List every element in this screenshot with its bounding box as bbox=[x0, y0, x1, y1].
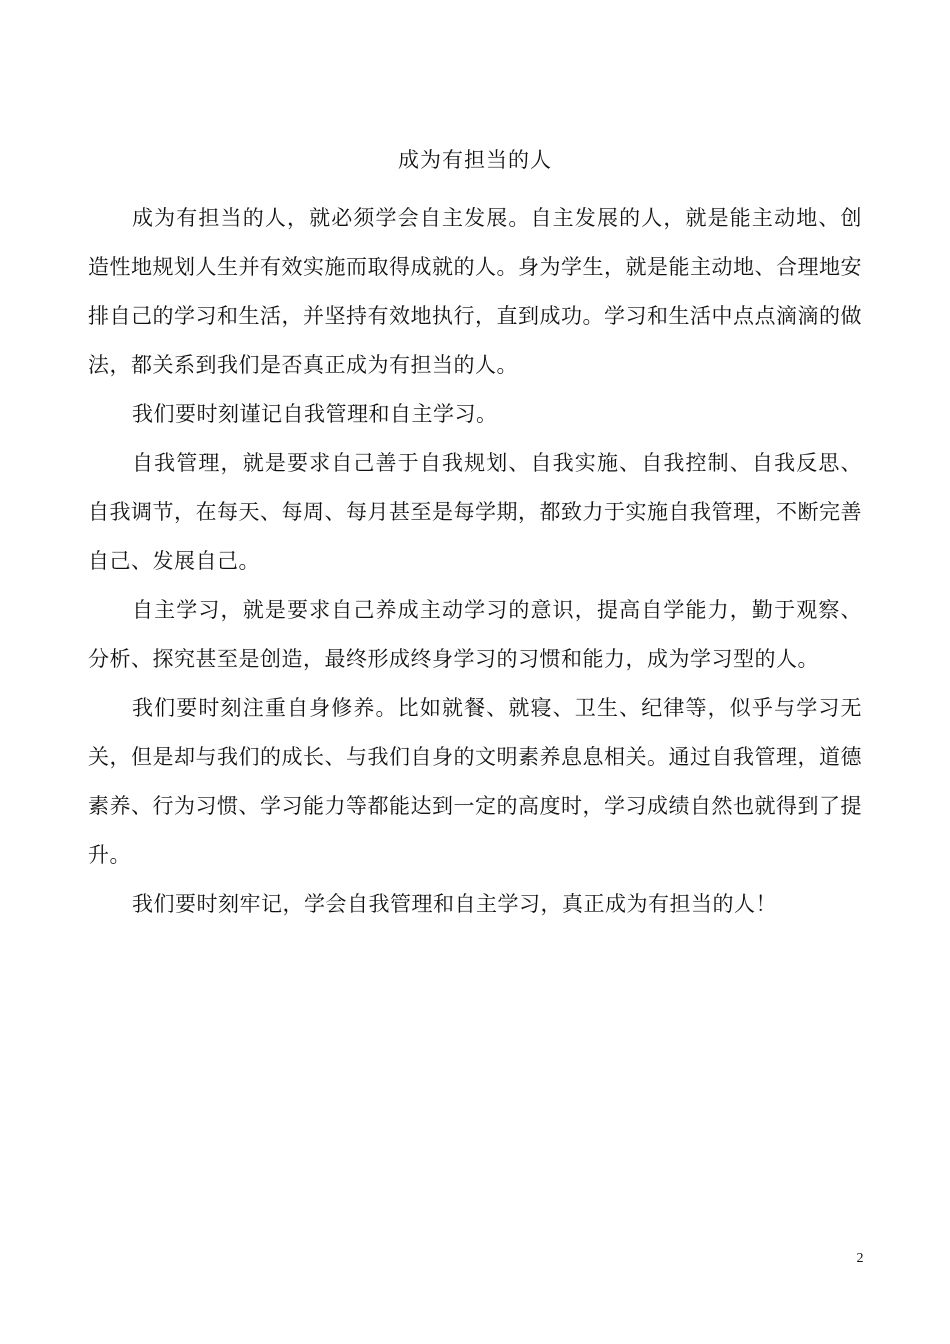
page-number: 2 bbox=[856, 1251, 864, 1266]
document-body bbox=[88, 194, 862, 929]
paragraph: 成为有担当的人，就必须学会自主发展。自主发展的人，就是能主动地、创造性地规划人生并有效实施而取得成就的人。身为学生，就是能主动地、合理地安排自己的学习和生活，并坚持有效地执行，直到成功。学习和生活中点点滴滴的做法，都关系到我们是否真正成为有担当的人。 bbox=[88, 206, 862, 377]
document-title: 成为有担当的人 bbox=[398, 148, 552, 172]
paragraph: 自我管理，就是要求自己善于自我规划、自我实施、自我控制、自我反思、自我调节，在每天、每周、每月甚至是每学期，都致力于实施自我管理，不断完善自己、发展自己。 bbox=[88, 451, 862, 573]
paragraph: 我们要时刻牢记，学会自我管理和自主学习，真正成为有担当的人！ bbox=[132, 892, 777, 916]
paragraph: 我们要时刻谨记自我管理和自主学习。 bbox=[132, 402, 498, 426]
paragraph: 自主学习，就是要求自己养成主动学习的意识，提高自学能力，勤于观察、分析、探究甚至是创造，最终形成终身学习的习惯和能力，成为学习型的人。 bbox=[88, 598, 862, 671]
paragraph: 我们要时刻注重自身修养。比如就餐、就寝、卫生、纪律等，似乎与学习无关，但是却与我们的成长、与我们自身的文明素养息息相关。通过自我管理，道德素养、行为习惯、学习能力等都能达到一定的高度时，学习成绩自然也就得到了提升。 bbox=[88, 696, 862, 867]
